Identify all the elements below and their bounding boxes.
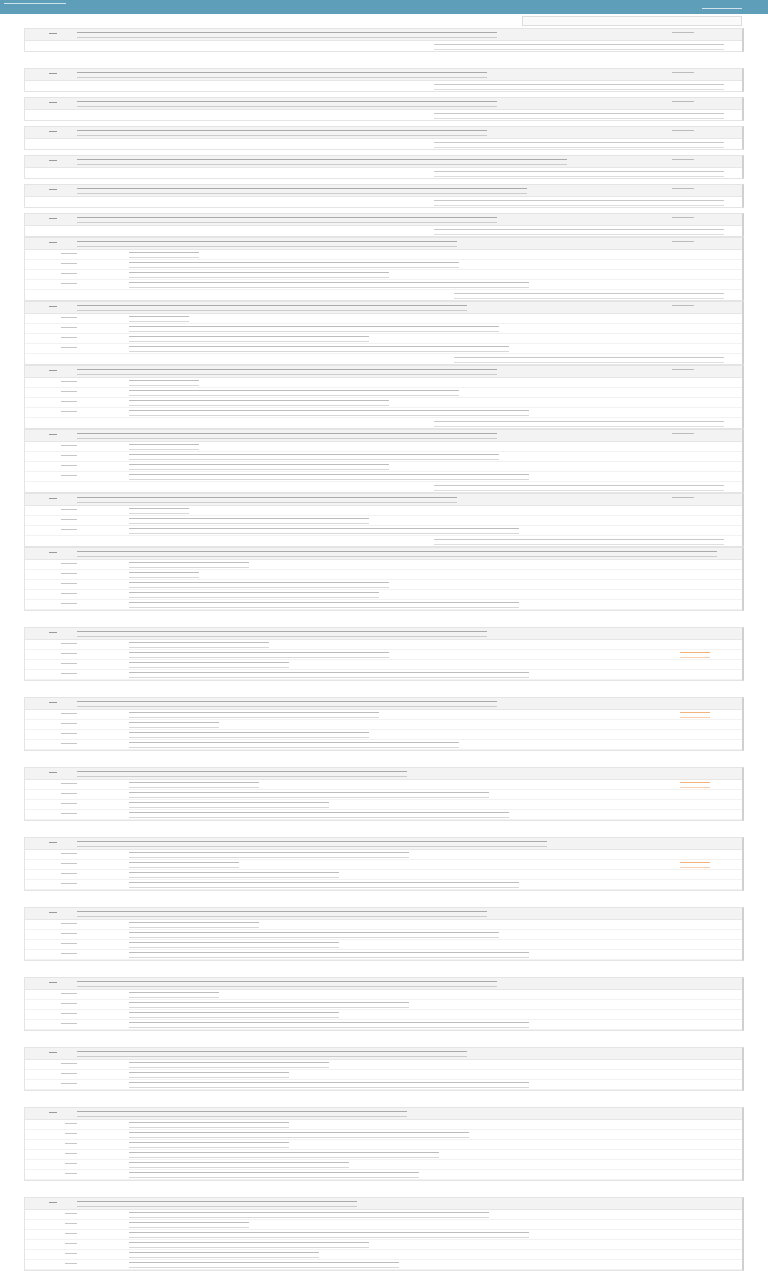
list-item[interactable] xyxy=(25,1080,742,1090)
assignment-icon xyxy=(61,993,77,997)
module-header[interactable] xyxy=(25,366,742,378)
module xyxy=(24,1197,744,1271)
collapse-all-button[interactable] xyxy=(522,16,742,26)
module xyxy=(24,68,744,92)
module xyxy=(24,301,744,365)
assignment-icon xyxy=(61,401,77,405)
module-header[interactable] xyxy=(25,628,742,640)
assignment-icon xyxy=(61,283,77,287)
list-item[interactable] xyxy=(25,1070,742,1080)
list-item[interactable] xyxy=(25,660,742,670)
chevron-down-icon[interactable] xyxy=(49,306,57,307)
module-header[interactable] xyxy=(25,127,742,139)
assignment-icon xyxy=(61,713,77,717)
list-item[interactable] xyxy=(25,462,742,472)
lock-icon xyxy=(672,130,694,135)
page-icon xyxy=(65,1133,77,1137)
list-item[interactable] xyxy=(25,1010,742,1020)
module-title xyxy=(77,551,717,557)
list-item[interactable] xyxy=(25,506,742,516)
modules-list xyxy=(24,28,744,1271)
module xyxy=(24,237,744,301)
assignment-icon xyxy=(61,883,77,887)
module-title xyxy=(77,369,497,375)
list-item[interactable] xyxy=(25,570,742,580)
chevron-down-icon[interactable] xyxy=(49,434,57,435)
page-icon xyxy=(65,1153,77,1157)
lock-icon xyxy=(672,369,694,374)
list-item[interactable] xyxy=(25,670,742,680)
assignment-icon xyxy=(61,643,77,647)
list-item[interactable] xyxy=(25,452,742,462)
module-title xyxy=(77,101,497,107)
module xyxy=(24,429,744,493)
list-item[interactable] xyxy=(25,1210,742,1220)
list-item[interactable] xyxy=(25,990,742,1000)
page-icon xyxy=(65,1263,77,1267)
module-header[interactable] xyxy=(25,156,742,168)
lock-icon xyxy=(672,497,694,502)
page-icon xyxy=(65,1123,77,1127)
module-header[interactable] xyxy=(25,494,742,506)
list-item[interactable] xyxy=(25,334,742,344)
module-title xyxy=(77,217,497,223)
assignment-icon xyxy=(61,733,77,737)
assignment-icon xyxy=(61,943,77,947)
module xyxy=(24,627,744,681)
list-item[interactable] xyxy=(25,1260,742,1270)
list-item[interactable] xyxy=(25,324,742,334)
assignment-icon xyxy=(61,263,77,267)
list-item[interactable] xyxy=(25,1230,742,1240)
list-item[interactable] xyxy=(25,408,742,418)
list-item[interactable] xyxy=(25,930,742,940)
list-item[interactable] xyxy=(25,1160,742,1170)
assignment-icon xyxy=(61,853,77,857)
module-title xyxy=(77,72,487,78)
assignment-icon xyxy=(61,1083,77,1087)
unlock-date xyxy=(25,418,742,428)
unlock-date xyxy=(25,197,742,207)
module xyxy=(24,493,744,547)
chevron-down-icon[interactable] xyxy=(49,102,57,103)
chevron-down-icon[interactable] xyxy=(49,842,57,843)
list-item[interactable] xyxy=(25,378,742,388)
unlock-date xyxy=(25,41,742,51)
list-item[interactable] xyxy=(25,1170,742,1180)
module-header[interactable] xyxy=(25,29,742,41)
module-title xyxy=(77,911,487,917)
list-item[interactable] xyxy=(25,590,742,600)
link-icon xyxy=(61,455,77,459)
chevron-down-icon[interactable] xyxy=(49,1202,57,1203)
chevron-down-icon[interactable] xyxy=(49,772,57,773)
assignment-icon xyxy=(61,253,77,257)
lock-icon xyxy=(672,241,694,246)
chevron-down-icon[interactable] xyxy=(49,498,57,499)
module-header[interactable] xyxy=(25,69,742,81)
module-title xyxy=(77,1201,357,1207)
unlock-date xyxy=(25,110,742,120)
module-header[interactable] xyxy=(25,548,742,560)
assignment-icon xyxy=(61,1073,77,1077)
assignment-icon xyxy=(61,519,77,523)
module-header[interactable] xyxy=(25,768,742,780)
unlock-date xyxy=(25,168,742,178)
lock-icon xyxy=(672,159,694,164)
list-item[interactable] xyxy=(25,870,742,880)
list-item[interactable] xyxy=(25,1120,742,1130)
list-item[interactable] xyxy=(25,1220,742,1230)
module-header[interactable] xyxy=(25,908,742,920)
assignment-icon xyxy=(61,573,77,577)
module xyxy=(24,184,744,208)
list-item[interactable] xyxy=(25,442,742,452)
page-icon xyxy=(65,1243,77,1247)
link-icon xyxy=(61,793,77,797)
module-title xyxy=(77,433,497,439)
chevron-down-icon[interactable] xyxy=(49,632,57,633)
module-title xyxy=(77,631,487,637)
list-item[interactable] xyxy=(25,472,742,482)
link-icon xyxy=(61,933,77,937)
chevron-down-icon[interactable] xyxy=(49,1052,57,1053)
assignment-icon xyxy=(61,673,77,677)
page-icon xyxy=(65,1163,77,1167)
link-icon xyxy=(61,1003,77,1007)
list-item[interactable] xyxy=(25,640,742,650)
list-item[interactable] xyxy=(25,920,742,930)
list-item[interactable] xyxy=(25,600,742,610)
assignment-icon xyxy=(61,411,77,415)
list-item[interactable] xyxy=(25,526,742,536)
chevron-down-icon[interactable] xyxy=(49,73,57,74)
assignment-icon xyxy=(61,337,77,341)
module xyxy=(24,1047,744,1091)
module-header[interactable] xyxy=(25,430,742,442)
chevron-down-icon[interactable] xyxy=(49,242,57,243)
chevron-down-icon[interactable] xyxy=(49,552,57,553)
list-item[interactable] xyxy=(25,398,742,408)
chevron-down-icon[interactable] xyxy=(49,982,57,983)
list-item[interactable] xyxy=(25,1240,742,1250)
status-badge xyxy=(680,652,710,658)
list-item[interactable] xyxy=(25,740,742,750)
list-item[interactable] xyxy=(25,860,742,870)
list-item[interactable] xyxy=(25,650,742,660)
assignment-icon xyxy=(61,509,77,513)
list-item[interactable] xyxy=(25,780,742,790)
list-item[interactable] xyxy=(25,1000,742,1010)
unlock-date xyxy=(25,290,742,300)
list-item[interactable] xyxy=(25,710,742,720)
page-icon xyxy=(65,1173,77,1177)
chevron-down-icon[interactable] xyxy=(49,189,57,190)
module xyxy=(24,155,744,179)
unlock-date xyxy=(25,536,742,546)
assignment-icon xyxy=(61,953,77,957)
module xyxy=(24,28,744,52)
module xyxy=(24,126,744,150)
status-badge xyxy=(680,782,710,788)
module xyxy=(24,547,744,611)
lock-icon xyxy=(672,217,694,222)
list-item[interactable] xyxy=(25,880,742,890)
assignment-icon xyxy=(61,1063,77,1067)
module-header[interactable] xyxy=(25,1048,742,1060)
assignment-icon xyxy=(61,445,77,449)
chevron-down-icon[interactable] xyxy=(49,1112,57,1113)
chevron-down-icon[interactable] xyxy=(49,160,57,161)
module-title xyxy=(77,1051,467,1057)
lock-icon xyxy=(672,433,694,438)
assignment-icon xyxy=(61,723,77,727)
module-title xyxy=(77,497,457,503)
module xyxy=(24,213,744,237)
menu-icon[interactable] xyxy=(4,3,66,10)
module-header[interactable] xyxy=(25,238,742,250)
module-title xyxy=(77,701,497,707)
module-title xyxy=(77,159,567,165)
list-item[interactable] xyxy=(25,580,742,590)
list-item[interactable] xyxy=(25,1140,742,1150)
assignment-icon xyxy=(61,563,77,567)
list-item[interactable] xyxy=(25,270,742,280)
module-header[interactable] xyxy=(25,838,742,850)
module-header[interactable] xyxy=(25,185,742,197)
module-header[interactable] xyxy=(25,978,742,990)
assignment-icon xyxy=(61,1013,77,1017)
module-header[interactable] xyxy=(25,1108,742,1120)
lock-icon xyxy=(672,101,694,106)
module-title xyxy=(77,130,487,136)
assignment-icon xyxy=(61,743,77,747)
module xyxy=(24,97,744,121)
assignment-icon xyxy=(61,347,77,351)
assignment-icon xyxy=(61,803,77,807)
list-item[interactable] xyxy=(25,1060,742,1070)
assignment-icon xyxy=(61,863,77,867)
page-icon xyxy=(65,1253,77,1257)
module-header[interactable] xyxy=(25,98,742,110)
status-badge xyxy=(680,862,710,868)
assignment-icon xyxy=(61,529,77,533)
module xyxy=(24,767,744,821)
list-item[interactable] xyxy=(25,950,742,960)
assignment-icon xyxy=(61,391,77,395)
module-title xyxy=(77,188,527,194)
assignment-icon xyxy=(61,873,77,877)
module-title xyxy=(77,241,457,247)
link-icon xyxy=(61,327,77,331)
list-item[interactable] xyxy=(25,850,742,860)
unlock-date xyxy=(25,354,742,364)
top-header-bar xyxy=(0,0,768,14)
unlock-date xyxy=(25,482,742,492)
module-header[interactable] xyxy=(25,1198,742,1210)
chevron-down-icon[interactable] xyxy=(49,131,57,132)
module-title xyxy=(77,1111,407,1117)
list-item[interactable] xyxy=(25,388,742,398)
list-item[interactable] xyxy=(25,560,742,570)
module xyxy=(24,365,744,429)
assignment-icon xyxy=(61,593,77,597)
assignment-icon xyxy=(61,813,77,817)
assignment-icon xyxy=(61,317,77,321)
list-item[interactable] xyxy=(25,800,742,810)
page-icon xyxy=(65,1233,77,1237)
list-item[interactable] xyxy=(25,940,742,950)
assignment-icon xyxy=(61,603,77,607)
chevron-down-icon[interactable] xyxy=(49,702,57,703)
module xyxy=(24,697,744,751)
list-item[interactable] xyxy=(25,260,742,270)
assignment-icon xyxy=(61,783,77,787)
assignment-icon xyxy=(61,381,77,385)
module-header[interactable] xyxy=(25,698,742,710)
lock-icon xyxy=(672,305,694,310)
list-item[interactable] xyxy=(25,1150,742,1160)
list-item[interactable] xyxy=(25,314,742,324)
page-icon xyxy=(65,1213,77,1217)
list-item[interactable] xyxy=(25,516,742,526)
list-item[interactable] xyxy=(25,1250,742,1260)
link-icon xyxy=(61,663,77,667)
assignment-icon xyxy=(61,653,77,657)
chevron-down-icon[interactable] xyxy=(49,33,57,34)
page-icon xyxy=(65,1143,77,1147)
list-item[interactable] xyxy=(25,1020,742,1030)
module-title xyxy=(77,981,497,987)
assignment-icon xyxy=(61,475,77,479)
status-badge xyxy=(680,712,710,718)
list-item[interactable] xyxy=(25,720,742,730)
list-item[interactable] xyxy=(25,730,742,740)
assignment-icon xyxy=(61,583,77,587)
module-title xyxy=(77,32,497,38)
module-title xyxy=(77,841,547,847)
unlock-date xyxy=(25,81,742,91)
list-item[interactable] xyxy=(25,344,742,354)
chevron-down-icon[interactable] xyxy=(49,370,57,371)
lock-icon xyxy=(672,32,694,37)
list-item[interactable] xyxy=(25,790,742,800)
module xyxy=(24,1107,744,1181)
unlock-date xyxy=(25,226,742,236)
assignment-icon xyxy=(61,465,77,469)
module-header[interactable] xyxy=(25,214,742,226)
list-item[interactable] xyxy=(25,280,742,290)
list-item[interactable] xyxy=(25,250,742,260)
unlock-date xyxy=(25,139,742,149)
module xyxy=(24,907,744,961)
chevron-down-icon[interactable] xyxy=(49,912,57,913)
list-item[interactable] xyxy=(25,1130,742,1140)
list-item[interactable] xyxy=(25,810,742,820)
module-title xyxy=(77,771,407,777)
module-title xyxy=(77,305,467,311)
module xyxy=(24,977,744,1031)
chevron-down-icon[interactable] xyxy=(49,218,57,219)
lock-icon xyxy=(672,72,694,77)
assignment-icon xyxy=(61,923,77,927)
module-header[interactable] xyxy=(25,302,742,314)
lock-icon xyxy=(672,188,694,193)
account-menu[interactable] xyxy=(702,4,742,9)
module xyxy=(24,837,744,891)
assignment-icon xyxy=(61,273,77,277)
page-icon xyxy=(65,1223,77,1227)
